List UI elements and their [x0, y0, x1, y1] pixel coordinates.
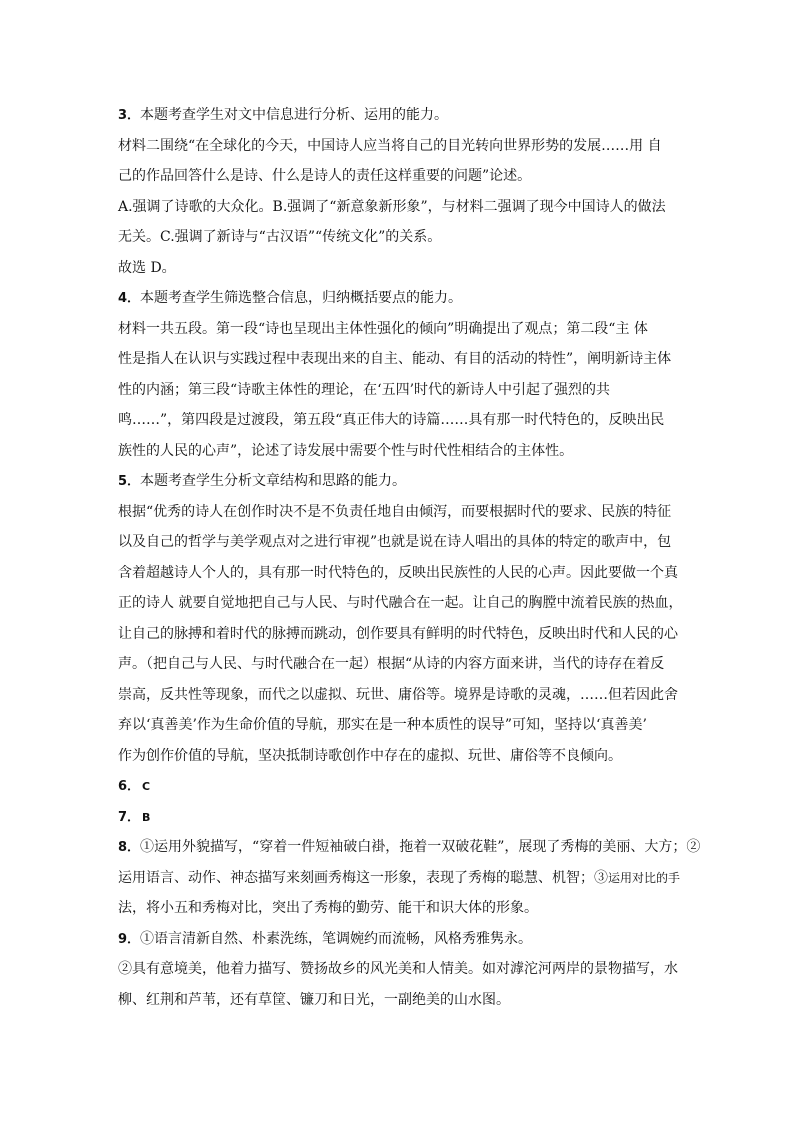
q5-line-2: 以及自己的哲学与美学观点对之进行审视”也就是说在诗人唱出的具体的特定的歌声中，包 — [118, 534, 672, 550]
q5-line-3: 含着超越诗人个人的，具有那一时代特色的，反映出民族性的人民的心声。因此要做一个真 — [118, 564, 678, 581]
q9-line-1: 9．①语言清新自然、朴素洗练，笔调婉约而流畅，风格秀雅隽永。 — [118, 930, 533, 947]
q3-line-3: A.强调了诗歌的大众化。B.强调了“新意象新形象”，与材料二强调了现今中国诗人的做法 — [118, 198, 666, 215]
q6-answer: 6． C — [118, 779, 151, 794]
q3-line-5: 故选 D。 — [118, 259, 176, 276]
answer-text — [118, 100, 701, 1015]
q5-line-1: 根据“优秀的诗人在创作时决不是不负责任地自由倾泻，而要根据时代的要求、民族的特征 — [118, 503, 672, 520]
q9-line-3: 柳、红荆和芦苇，还有草筐、镰刀和日光，一副绝美的山水图。 — [118, 991, 510, 1008]
q5-line-8: 弃以‘真善美’作为生命价值的导航，那实在是一种本质性的误导”可知，坚持以‘真善美’ — [118, 717, 647, 733]
q3-heading: 3．本题考查学生对文中信息进行分析、运用的能力。 — [118, 107, 449, 123]
q8-line-1: 8．①运用外貌描写，“穿着一件短袖破白褂，拖着一双破花鞋”，展现了秀梅的美丽、大方；② — [118, 839, 701, 855]
q3-line-2: 己的作品回答什么是诗、什么是诗人的责任这样重要的问题”论述。 — [118, 168, 532, 184]
q5-line-9: 作为创作价值的导航，坚决抵制诗歌创作中存在的虚拟、玩世、庸俗等不良倾向。 — [118, 747, 622, 764]
q3-line-4: 无关。C.强调了新诗与“古汉语”“传统文化”的关系。 — [118, 229, 442, 245]
q5-line-6: 声。（把自己与人民、与时代融合在一起）根据“从诗的内容方面来讲，当代的诗存在着反 — [118, 656, 665, 672]
q5-heading: 5．本题考查学生分析文章结构和思路的能力。 — [118, 473, 407, 489]
q4-heading: 4．本题考查学生筛选整合信息，归纳概括要点的能力。 — [118, 290, 463, 306]
q8-line-3: 法，将小五和秀梅对比，突出了秀梅的勤劳、能干和识大体的形象。 — [118, 900, 538, 916]
q7-answer: 7． B — [118, 809, 151, 825]
q4-line-1: 材料一共五段。第一段“诗也呈现出主体性强化的倾向”明确提出了观点；第二段“主 体 — [118, 320, 648, 337]
q5-line-5: 让自己的脉搏和着时代的脉搏而跳动，创作要具有鲜明的时代特色，反映出时代和人民的心 — [118, 625, 678, 642]
q5-line-7: 崇高，反共性等现象，而代之以虚拟、玩世、庸俗等。境界是诗歌的灵魂，……但若因此舍 — [118, 686, 678, 703]
q4-line-5: 族性的人民的心声”，论述了诗发展中需要个性与时代性相结合的主体性。 — [118, 442, 574, 459]
q5-line-4: 正的诗人 就要自觉地把自己与人民、与时代融合在一起。让自己的胸膛中流着民族的热血， — [118, 595, 683, 611]
q4-line-3: 性的内涵；第三段“诗歌主体性的理论，在‘五四’时代的新诗人中引起了强烈的共 — [118, 381, 611, 398]
q4-line-2: 性是指人在认识与实践过程中表现出来的自主、能动、有目的活动的特性”，阐明新诗主体 — [118, 351, 672, 367]
q4-line-4: 鸣……”，第四段是过渡段，第五段“真正伟大的诗篇……具有那一时代特色的，反映出民 — [118, 412, 665, 428]
q3-line-1: 材料二围绕“在全球化的今天，中国诗人应当将自己的目光转向世界形势的发展……用 自 — [118, 137, 662, 154]
q8-line-2: 运用语言、动作、神态描写来刻画秀梅这一形象，表现了秀梅的聪慧、机智；③运用对比的手 — [118, 869, 681, 886]
q9-line-2: ②具有意境美，他着力描写、赞扬故乡的风光美和人情美。如对滹沱河两岸的景物描写，水 — [118, 961, 678, 977]
